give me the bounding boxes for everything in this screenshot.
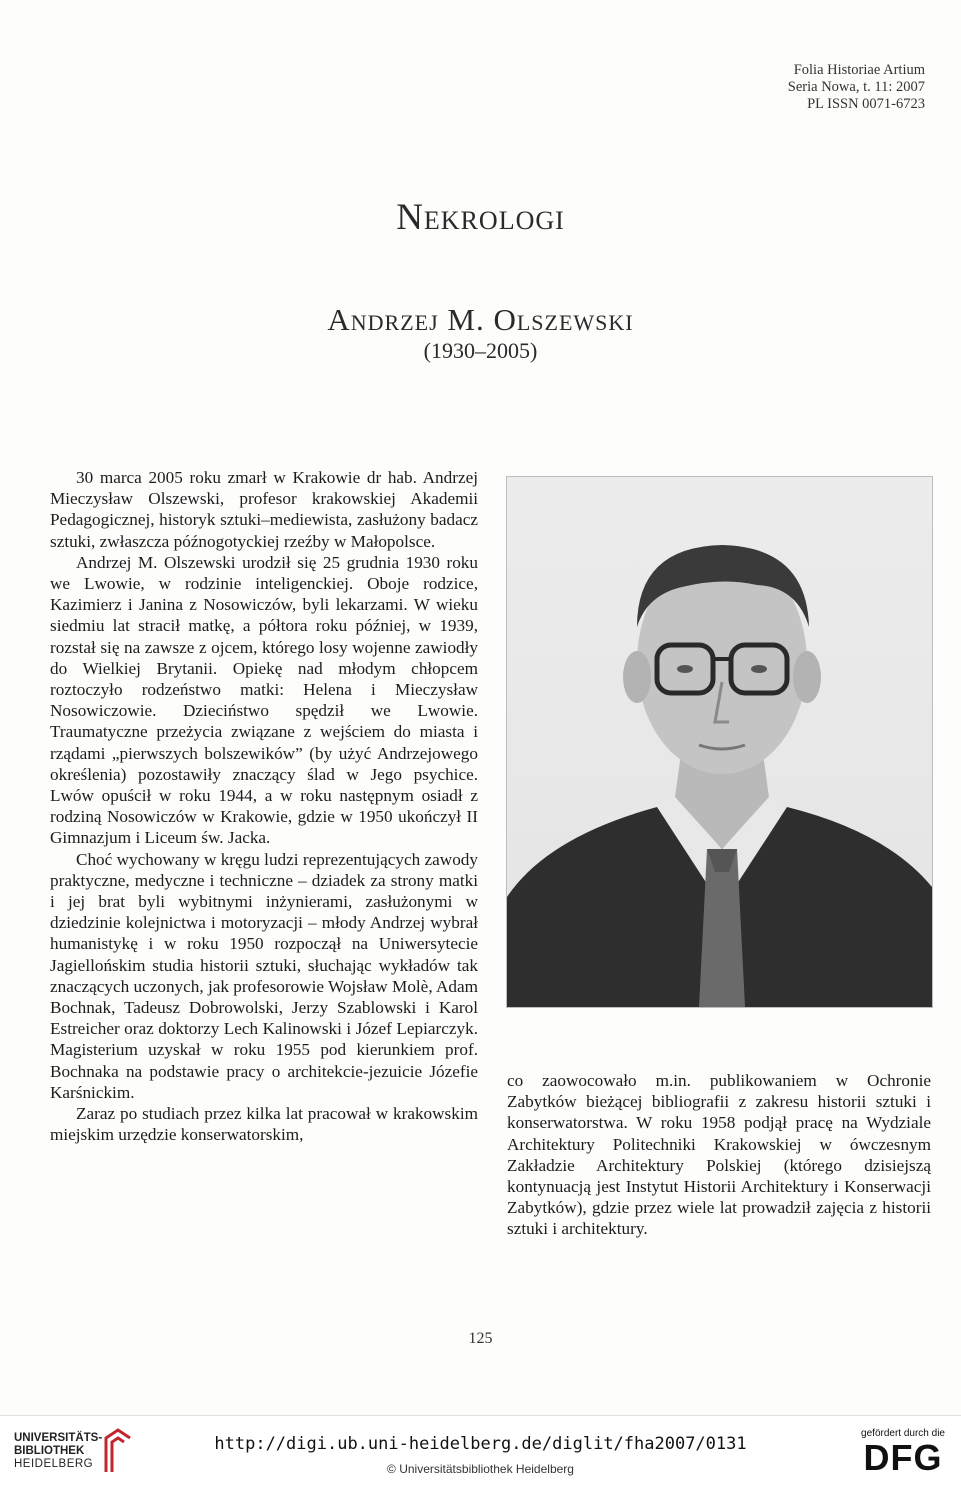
- portrait-photo: [506, 476, 933, 1008]
- dfg-logo[interactable]: [861, 1428, 945, 1477]
- dfg-wordmark: DFG: [863, 1437, 943, 1478]
- text-column-right: [507, 1070, 931, 1240]
- page-number: 125: [468, 1330, 493, 1347]
- paragraph: 30 marca 2005 roku zmarł w Krakowie dr hab. Andrzej Mieczysław Olszewski, profesor krakowskiej Akademii Pedagogicznej, historyk sztuki–mediewista, zasłużony badacz sztuki, zwłaszcza późnogotyckiej rzeźby w Małopolsce.: [50, 468, 478, 551]
- journal-title: Folia Historiae Artium: [793, 62, 925, 78]
- permalink-url[interactable]: http://digi.ub.uni-heidelberg.de/diglit/fha2007/0131: [214, 1434, 747, 1454]
- author-name: Andrzej M. Olszewski: [327, 302, 634, 337]
- paragraph: Zaraz po studiach przez kilka lat pracował w krakowskim miejskim urzędzie konserwatorskim,: [50, 1104, 478, 1145]
- paragraph: Choć wychowany w kręgu ludzi reprezentujących zawody praktyczne, medyczne i techniczne – dziadek za strony matki i jej brat byli wybitnymi inżynierami, zasłużonymi w dziedzinie kolejnictwa i motoryzacji – młody Andrzej wybrał humanistykę i w roku 1950 rozpoczął na Uniwersytecie Jagiellońskim studia historii sztuki, słuchając wykładów tak znaczących uczonych, jak profesorowie Wojsław Molè, Adam Bochnak, Tadeusz Dobrowolski, Jerzy Szablowski i Karol Estreicher oraz doktorzy Lech Kalinowski i Józef Lepiarczyk. Magisterium uzyskał w roku 1955 pod kierunkiem prof. Bochnaka na podstawie pracy o architekcie-jezuicie Józefie Karśnickim.: [50, 849, 478, 1102]
- dfg-caption: gefördert durch die: [861, 1428, 945, 1439]
- library-logo[interactable]: UNIVERSITÄTS- BIBLIOTHEK HEIDELBERG: [14, 1432, 103, 1470]
- text-column-left: [50, 467, 478, 1146]
- journal-meta: [788, 62, 925, 113]
- portrait-illustration: [507, 477, 932, 1007]
- viewer-footer: [0, 1415, 961, 1487]
- journal-series: Seria Nowa, t. 11: 2007: [787, 79, 925, 95]
- copyright-notice: © Universitätsbibliothek Heidelberg: [387, 1462, 574, 1476]
- paragraph: Andrzej M. Olszewski urodził się 25 grudnia 1930 roku we Lwowie, w rodzinie inteligenckiej. Oboje rodzice, Kazimierz i Janina z Nosowiczów, byli lekarzami. W wieku siedmiu lat stracił matkę, a półtora roku później, w 1939, rozstał się na zawsze z ojcem, którego losy wojenne zawiodły do Wielkiej Brytanii. Opiekę nad młodym chłopcem roztoczyło rodzeństwo matki: Helena i Mieczysław Nosowiczowie. Dzieciństwo spędził we Lwowie. Traumatyczne przeżycia związane z wejściem do miasta i rządami „pierwszych bolszewików” (by użyć Andrzejowego określenia) pozostawiły znaczący ślad w Jego psychice. Lwów opuścił w roku 1944, a w roku następnym osiadł z rodziną Nosowiczów w Krakowie, gdzie w 1950 ukończył II Gimnazjum i Liceum św. Jacka.: [50, 552, 478, 848]
- author-dates: (1930–2005): [423, 338, 538, 363]
- section-title: Nekrologi: [396, 197, 565, 238]
- paragraph: co zaowocowało m.in. publikowaniem w Ochronie Zabytków bieżącej bibliografii z zakresu historii sztuki i konserwatorstwa. W roku 1958 podjął pracę na Wydziale Architektury Politechniki Krakowskiej w ówczesnym Zakładzie Architektury Polskiej (którego dzisiejszą kontynuacją jest Instytut Historii Architektury i Konserwacji Zabytków), gdzie przez wiele lat prowadził zajęcia z historii sztuki i architektury.: [507, 1071, 931, 1239]
- journal-issn: PL ISSN 0071-6723: [807, 96, 925, 112]
